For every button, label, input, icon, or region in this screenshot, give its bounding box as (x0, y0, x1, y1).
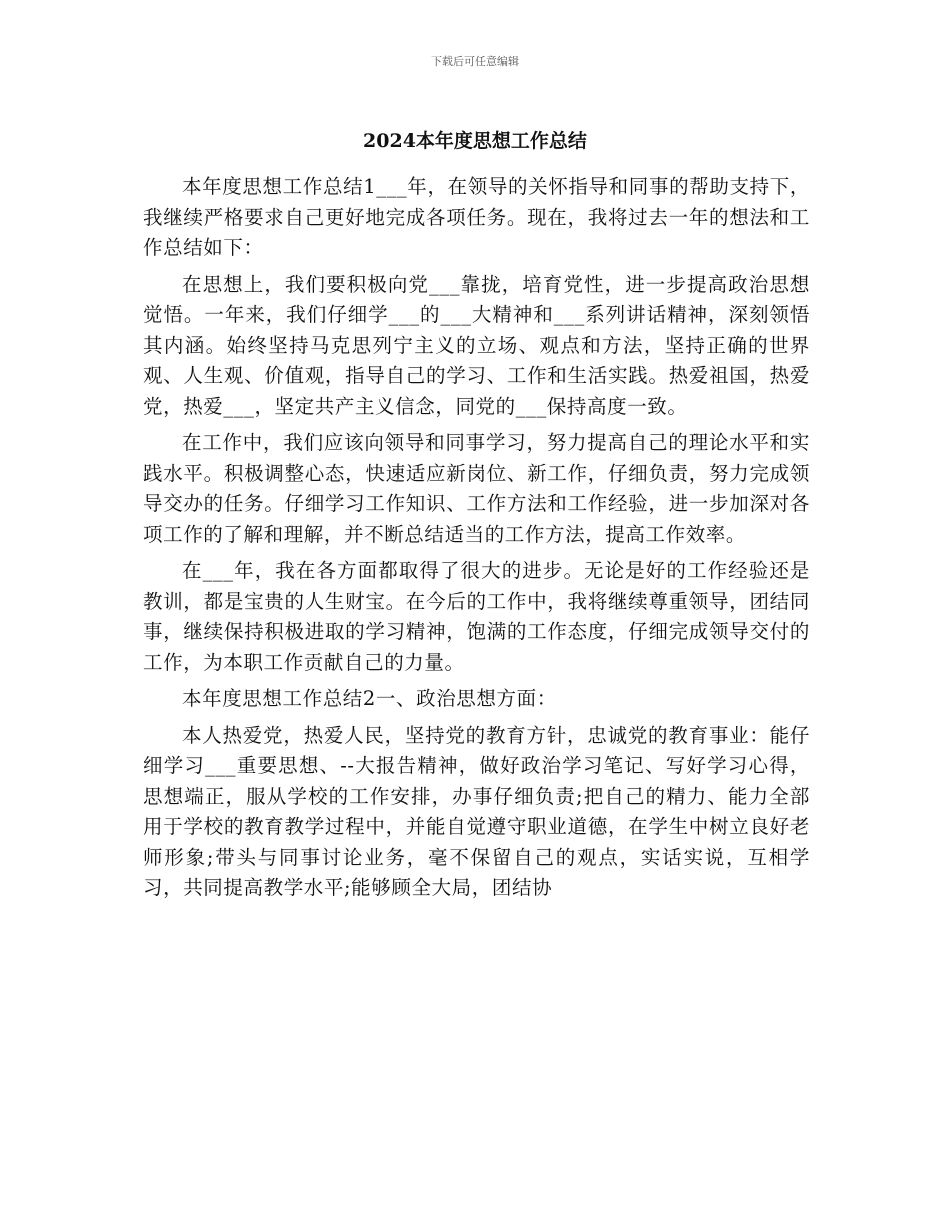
paragraph-thought: 在思想上，我们要积极向党___靠拢，培育党性，进一步提高政治思想觉悟。一年来，我们仔细学___的___大精神和___系列讲话精神，深刻领悟其内涵。始终坚持马克思列宁主义的立场、观点和方法，坚持正确的世界观、人生观、价值观，指导自己的学习、工作和生活实践。热爱祖国，热爱党，热爱___，坚定共产主义信念，同党的___保持高度一致。 (143, 272, 810, 418)
document-title: 2024本年度思想工作总结 (363, 130, 587, 152)
paragraph-summary-2-heading: 本年度思想工作总结2一、政治思想方面： (182, 687, 557, 710)
paragraph-work: 在工作中，我们应该向领导和同事学习，努力提高自己的理论水平和实践水平。积极调整心态，快速适应新岗位、新工作，仔细负责，努力完成领导交办的任务。仔细学习工作知识、工作方法和工作经验，进一步加深对各项工作的了解和理解，并不断总结适当的工作方法，提高工作效率。 (143, 431, 810, 546)
paragraph-intro: 本年度思想工作总结1___年，在领导的关怀指导和同事的帮助支持下，我继续严格要求自己更好地完成各项任务。现在，我将过去一年的想法和工作总结如下： (143, 175, 810, 259)
paragraph-political: 本人热爱党，热爱人民，坚持党的教育方针，忠诚党的教育事业：能仔细学习___重要思想、--大报告精神，做好政治学习笔记、写好学习心得，思想端正，服从学校的工作安排，办事仔细负责;把自己的精力、能力全部用于学校的教育教学过程中，并能自觉遵守职业道德，在学生中树立良好老师形象;带头与同事讨论业务，毫不保留自己的观点，实话实说，互相学习，共同提高教学水平;能够顾全大局，团结协 (143, 723, 810, 899)
header-note: 下载后可任意编辑 (431, 55, 519, 68)
document-body (143, 172, 810, 910)
paragraph-progress: 在___年，我在各方面都取得了很大的进步。无论是好的工作经验还是教训，都是宝贵的人生财宝。在今后的工作中，我将继续尊重领导，团结同事，继续保持积极进取的学习精神，饱满的工作态度，仔细完成领导交付的工作，为本职工作贡献自己的力量。 (143, 559, 810, 674)
